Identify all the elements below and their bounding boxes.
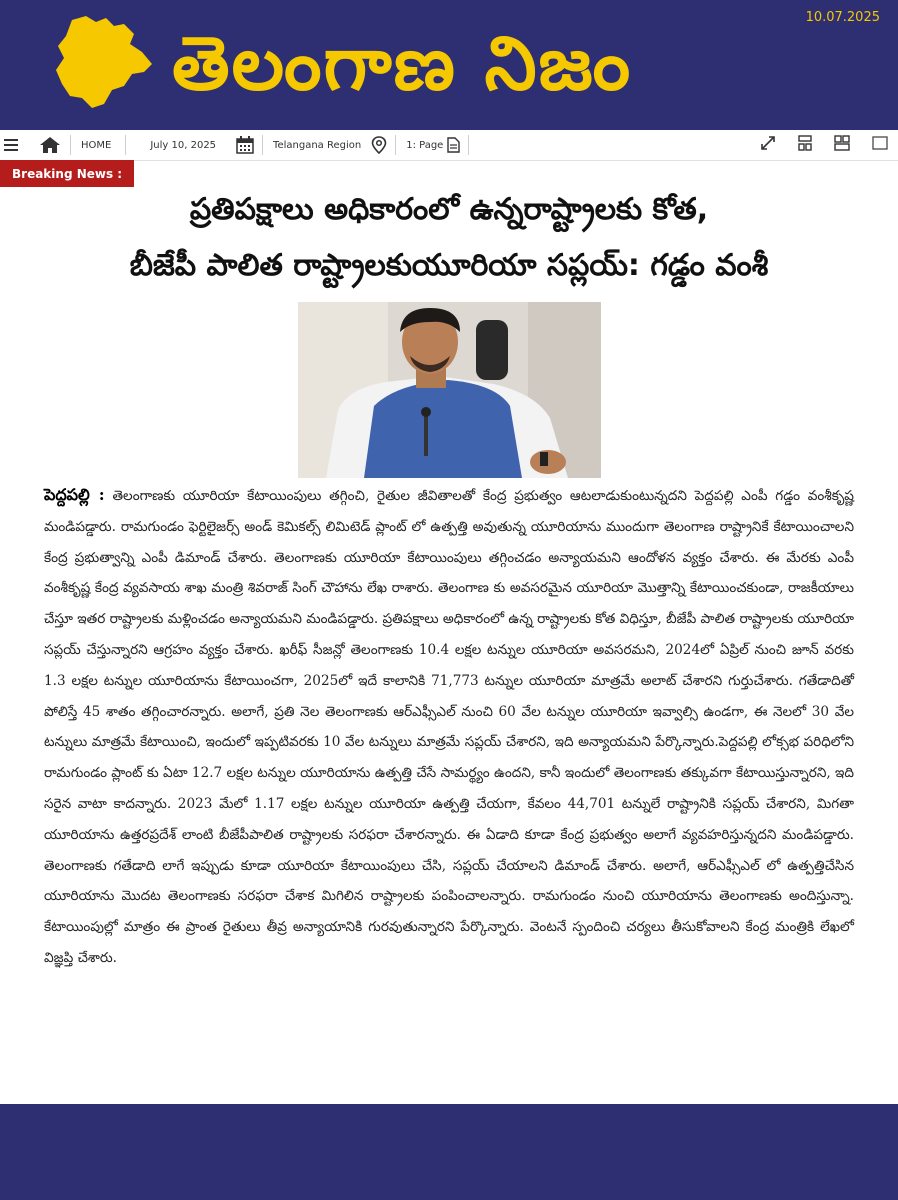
region-label: Telangana Region <box>273 139 362 151</box>
article-photo <box>298 302 601 478</box>
masthead <box>0 0 898 130</box>
calendar-icon[interactable] <box>236 136 254 154</box>
article-headline <box>20 182 878 294</box>
article-dateline: పెద్దపల్లి : <box>44 485 105 504</box>
headline-line-2: బీజేపీ పాలిత రాష్ట్రాలకుయూరియా సప్లయ్: గడ్డం వంశీ <box>129 248 769 283</box>
location-pin-icon <box>371 136 387 154</box>
single-page-icon[interactable] <box>872 136 888 150</box>
home-label: HOME <box>81 139 112 151</box>
footer-band <box>0 1104 898 1200</box>
masthead-date: 10.07.2025 <box>805 10 880 25</box>
menu-icon[interactable] <box>0 135 32 155</box>
home-link[interactable] <box>70 135 126 155</box>
region-selector[interactable] <box>262 135 395 155</box>
date-selector[interactable] <box>126 135 262 155</box>
page-label: 1: Page <box>406 139 444 151</box>
grid-icon[interactable] <box>834 135 850 151</box>
expand-icon[interactable] <box>760 135 776 151</box>
telangana-map-logo <box>52 12 157 117</box>
date-label: July 10, 2025 <box>150 139 217 151</box>
document-icon <box>447 137 460 153</box>
article-body <box>44 480 854 974</box>
toolbar <box>0 130 898 161</box>
article-text: తెలంగాణకు యూరియా కేటాయింపులు తగ్గించి, రైతుల జీవితాలతో కేంద్ర ప్రభుత్వం ఆటలాడుకుంటున్నదని పెద్దపల్లి ఎంపీ గడ్డం వంశీకృష్ణ మండిపడ్డారు. రామగుండం ఫెర్టిలైజర్స్ అండ్ కెమికల్స్ లిమిటెడ్ ప్లాంట్ లో ఉత్పత్తి అవుతున్న యూరియాను ముందుగా తెలంగాణ రాష్ట్రానికే కేటాయించాలని కేంద్ర ప్రభుత్వాన్ని ఎంపీ డిమాండ్ చేశారు. తెలంగాణకు యూరియా కేటాయింపులు తగ్గించడం అన్యాయమని ఆందోళన వ్యక్తం చేశారు. ఈ మేరకు ఎంపీ వంశీకృష్ణ కేంద్ర వ్యవసాయ శాఖ మంత్రి శివరాజ్ సింగ్ చౌహాను లేఖ రాశారు. తెలంగాణ కు అవసరమైన యూరియా మొత్తాన్ని కేటాయించకుండా, రాజకీయాలు చేస్తూ ఇతర రాష్ట్రాలకు మళ్లించడం అన్యాయమని మండిపడ్డారు. ప్రతిపక్షాలు అధికారంలో ఉన్న రాష్ట్రాలకు కోత విధిస్తూ, బీజేపీ పాలిత రాష్ట్రాలకు యూరియా సప్లయ్ చేస్తున్నారని ఆగ్రహం వ్యక్తం చేశారు. ఖరీఫ్ సీజన్లో తెలంగాణకు 10.4 లక్షల టన్నుల యూరియా అవసరమని, 2024లో ఏప్రిల్ నుంచి జూన్ వరకు 1.3 లక్షల టన్నుల యూరియాను కేటాయించగా, 2025లో ఇదే కాలానికి 71,773 టన్నుల యూరియా మాత్రమే అలాట్ చేశారని గుర్తుచేశారు. గతేడాదితో పోలిస్తే 45 శాతం తగ్గించారన్నారు. అలాగే, ప్రతి నెల తెలంగాణకు ఆర్ఎఫ్సీఎల్ నుంచి 60 వేల టన్నుల యూరియా ఇవ్వాల్సి ఉండగా, ఈ నెలలో 30 వేల టన్నులు మాత్రమే కేటాయించి, ఇందులో ఇప్పటివరకు 10 వేల టన్నులు మాత్రమే సప్లయ్ చేశారని, ఇది అన్యాయమని పేర్కొన్నారు.పెద్దపల్లి లోక్సభ పరిధిలోని రామగుండం ప్లాంట్ కు ఏటా 12.7 లక్షల టన్నుల యూరియాను ఉత్పత్తి చేసే సామర్థ్యం ఉందని, కానీ ఇందులో తెలంగాణకు తక్కువగా కేటాయిస్తున్నారని, ఇది సరైన వాటా కాదన్నారు. 2023 మేలో 1.17 లక్షల టన్నుల యూరియా ఉత్పత్తి చేయగా, కేవలం 44,701 టన్నులే రాష్ట్రానికి సప్లయ్ చేశారని, మిగతా యూరియాను ఉత్తరప్రదేశ్ లాంటి బీజేపీపాలిత రాష్ట్రాలకు సరఫరా చేశారన్నారు. ఈ ఏడాది కూడా కేంద్ర ప్రభుత్వం అలాగే వ్యవహరిస్తున్నదని మండిపడ్డారు. తెలంగాణకు గతేడాది లాగే ఇప్పుడు కూడా యూరియా కేటాయింపులు చేసి, సప్లయ్ చేయాలని డిమాండ్ చేశారు. అలాగే, ఆర్ఎఫ్సీఎల్ లో ఉత్పత్తిచేసిన యూరియాను మొదట తెలంగాణకు సరఫరా చేశాక మిగిలిన రాష్ట్రాలకు పంపించాలన్నారు. రామగుండం నుంచి యూరియాను తెలంగాణకు అందిస్తున్నా. కేటాయింపుల్లో మాత్రం ఈ ప్రాంత రైతులు తీవ్ర అన్యాయానికి గురవుతున్నారని పేర్కొన్నారు. వెంటనే స్పందించి చర్యలు తీసుకోవాలని కేంద్ర మంత్రికి లేఖలో విజ్ఞప్తి చేశారు. <box>44 488 854 966</box>
toolbar-right <box>760 135 888 151</box>
page-selector[interactable] <box>395 135 469 155</box>
breaking-news-label: Breaking News : <box>12 166 123 181</box>
home-icon[interactable] <box>32 135 70 155</box>
headline-line-1: ప్రతిపక్షాలు అధికారంలో ఉన్నరాష్ట్రాలకు కోత, <box>189 192 709 227</box>
paper-name: తెలంగాణ నిజం <box>172 21 633 107</box>
layout-icon[interactable] <box>798 135 812 151</box>
